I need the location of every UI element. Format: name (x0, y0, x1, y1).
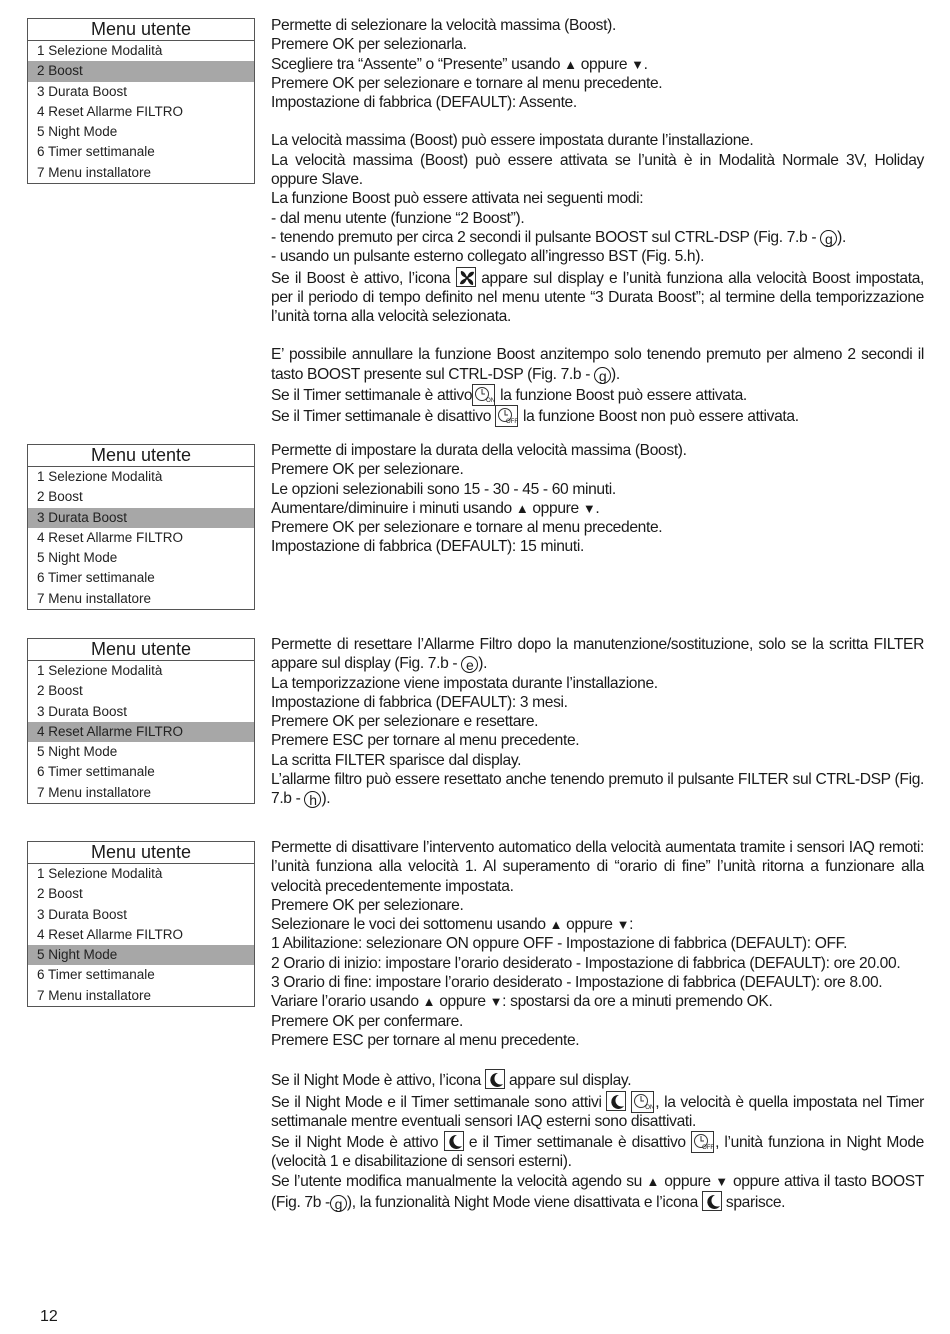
menu-item: 5 Night Mode (37, 550, 118, 566)
fan-boost-icon (456, 267, 476, 287)
text-line: Se il Night Mode è attivo e il Timer settimanale è disattivo OFF , l’unità funziona in Night Mode (velocità 1 e disabilitazione di sensori esterni). (271, 1131, 924, 1172)
durata-boost-description (271, 441, 924, 557)
menu-item: 5 Night Mode (37, 744, 118, 760)
menu-durata-boost (27, 444, 255, 610)
menu-item: 4 Reset Allarme FILTRO (37, 926, 184, 942)
menu-item: 6 Timer settimanale (37, 570, 155, 586)
menu-item: 4 Reset Allarme FILTRO (37, 103, 184, 119)
menu-item: 3 Durata Boost (37, 83, 128, 99)
text-line: La temporizzazione viene impostata durante l’installazione. (271, 674, 658, 692)
text-line: Permette di disattivare l’intervento automatico della velocità aumentata tramite i sensori IAQ remoti: l’unità funziona alla velocità 1. Al superamento di “orario di fine” l’unità ritorna a funzionare alla velocità precedentemente impostata. (271, 839, 924, 895)
menu-item: 7 Menu installatore (37, 784, 152, 800)
timer-on-icon: ON (472, 384, 496, 404)
menu-item: 3 Durata Boost (37, 906, 128, 922)
text-line: Impostazione di fabbrica (DEFAULT): 3 mesi. (271, 693, 568, 711)
arrow-up-icon: ▲ (646, 1173, 660, 1189)
arrow-down-icon: ▼ (616, 917, 630, 933)
text-line: Premere OK per selezionarla. (271, 36, 467, 54)
arrow-down-icon: ▼ (631, 56, 644, 72)
menu-item: 1 Selezione Modalità (37, 866, 163, 881)
text-line: Impostazione di fabbrica (DEFAULT): 15 minuti. (271, 538, 584, 556)
ref-g-icon: g (820, 230, 837, 247)
menu-item: 2 Boost (37, 489, 83, 505)
menu-item: 7 Menu installatore (37, 164, 152, 180)
arrow-down-icon: ▼ (582, 500, 596, 516)
menu-item: 2 Boost (37, 886, 83, 902)
text-line: La velocità massima (Boost) può essere impostata durante l’installazione. (271, 132, 754, 150)
menu-item: 4 Reset Allarme FILTRO (37, 529, 184, 545)
menu-item: 2 Boost (37, 683, 83, 699)
text-line: Le opzioni selezionabili sono 15 - 30 - 45 - 60 minuti. (271, 480, 616, 498)
timer-off-icon: OFF (495, 405, 519, 425)
text-line: Se il Timer settimanale è disattivo OFF la funzione Boost non può essere attivata. (271, 405, 924, 426)
text-line: La velocità massima (Boost) può essere attivata se l’unità è in Modalità Normale 3V, Holiday oppure Slave. (271, 151, 924, 189)
moon-icon (606, 1091, 626, 1111)
text-line: Se il Boost è attivo, l’icona appare sul display e l’unità funziona alla velocità Boost impostata, per il periodo di tempo definito nel menu utente “3 Durata Boost”; al termine della temporizzazione l’unità torna alla velocità selezionata. (271, 267, 924, 327)
menu-title: Menu utente (28, 445, 254, 467)
ref-h-icon: h (304, 791, 321, 808)
arrow-down-icon: ▼ (715, 1173, 729, 1189)
menu-item-selected: 2 Boost (28, 61, 254, 81)
menu-night-mode (27, 841, 255, 1007)
text-line: Aumentare/diminuire i minuti usando ▲ oppure ▼. (271, 499, 600, 517)
ref-g-icon: g (330, 1195, 347, 1212)
text-line: Permette di impostare la durata della velocità massima (Boost). (271, 442, 687, 459)
text-line: Premere OK per selezionare e resettare. (271, 713, 539, 731)
text-line: La funzione Boost può essere attivata nei seguenti modi: (271, 190, 644, 208)
menu-item: 7 Menu installatore (37, 590, 152, 606)
menu-item: 6 Timer settimanale (37, 144, 155, 160)
arrow-up-icon: ▲ (564, 56, 577, 72)
menu-item: 1 Selezione Modalità (37, 663, 163, 678)
timer-on-icon: ON (631, 1091, 655, 1111)
text-line: E’ possibile annullare la funzione Boost anzitempo solo tenendo premuto per almeno 2 secondi il tasto BOOST presente sul CTRL-DSP (Fig. 7.b - g ). (271, 346, 924, 384)
menu-item: 6 Timer settimanale (37, 967, 155, 983)
text-line: Se l’utente modifica manualmente la velocità agendo su ▲ oppure ▼ oppure attiva il tasto BOOST (Fig. 7b - g ), la funzionalità Night Mode viene disattivata e l’icona sparisce. (271, 1172, 924, 1213)
text-line: 3 Orario di fine: impostare l’orario desiderato - Impostazione di fabbrica (DEFAULT): ore 8.00. (271, 974, 883, 992)
night-mode-description (271, 838, 924, 1212)
ref-e-icon: e (461, 656, 478, 673)
text-line: Variare l’orario usando ▲ oppure ▼: spostarsi da ore a minuti premendo OK. (271, 993, 773, 1011)
text-line: Se il Night Mode e il Timer settimanale sono attivi ON , la velocità è quella impostata nel Timer settimanale mentre eventuali sensori IAQ esterni sono disattivati. (271, 1091, 924, 1132)
menu-boost (27, 18, 255, 184)
moon-icon (485, 1069, 505, 1089)
text-line: Impostazione di fabbrica (DEFAULT): Assente. (271, 94, 577, 112)
text-line: Premere OK per selezionare. (271, 896, 464, 914)
arrow-up-icon: ▲ (422, 994, 436, 1010)
menu-item: 3 Durata Boost (37, 703, 128, 719)
text-line: 1 Abilitazione: selezionare ON oppure OFF - Impostazione di fabbrica (DEFAULT): OFF. (271, 935, 848, 953)
timer-off-icon: OFF (691, 1131, 715, 1151)
text-line: La scritta FILTER sparisce dal display. (271, 751, 522, 769)
text-line: 2 Orario di inizio: impostare l’orario desiderato - Impostazione di fabbrica (DEFAULT): ore 20.00. (271, 954, 901, 972)
text-line: Permette di resettare l’Allarme Filtro dopo la manutenzione/sostituzione, solo se la scritta FILTER appare sul display (Fig. 7.b - e ). (271, 636, 924, 674)
boost-description (271, 16, 924, 427)
text-line: - usando un pulsante esterno collegato all’ingresso BST (Fig. 5.h). (271, 248, 705, 266)
text-line: Premere OK per selezionare. (271, 461, 464, 479)
text-line: Scegliere tra “Assente” o “Presente” usando ▲ oppure ▼. (271, 55, 648, 73)
ref-g-icon: g (594, 367, 611, 384)
arrow-down-icon: ▼ (489, 994, 503, 1010)
menu-item: 7 Menu installatore (37, 987, 152, 1003)
arrow-up-icon: ▲ (549, 917, 563, 933)
menu-reset-filtro (27, 638, 255, 804)
text-line: Premere ESC per tornare al menu precedente. (271, 732, 580, 750)
page-number: 12 (40, 1308, 58, 1325)
text-line: Premere OK per selezionare e tornare al menu precedente. (271, 519, 663, 537)
text-line: Premere OK per selezionare e tornare al menu precedente. (271, 74, 663, 92)
menu-item-selected: 3 Durata Boost (28, 508, 254, 528)
text-line: Premere ESC per tornare al menu precedente. (271, 1031, 580, 1049)
menu-item: 6 Timer settimanale (37, 764, 155, 780)
text-line: Premere OK per confermare. (271, 1012, 463, 1030)
menu-title: Menu utente (28, 842, 254, 864)
text-line: L’allarme filtro può essere resettato anche tenendo premuto il pulsante FILTER sul CTRL-DSP (Fig. 7.b - h ). (271, 771, 924, 809)
menu-item: 5 Night Mode (37, 124, 118, 140)
text-line: - tenendo premuto per circa 2 secondi il pulsante BOOST sul CTRL-DSP (Fig. 7.b - g ). (271, 228, 846, 247)
menu-item-selected: 4 Reset Allarme FILTRO (28, 722, 254, 742)
arrow-up-icon: ▲ (515, 500, 529, 516)
reset-filtro-description (271, 635, 924, 809)
text-line: Permette di selezionare la velocità massima (Boost). (271, 17, 616, 34)
text-line: - dal menu utente (funzione “2 Boost”). (271, 209, 525, 227)
menu-title: Menu utente (28, 639, 254, 661)
menu-item: 1 Selezione Modalità (37, 43, 163, 58)
moon-icon (702, 1191, 722, 1211)
text-line: Se il Night Mode è attivo, l’icona appare sul display. (271, 1069, 924, 1090)
menu-item-selected: 5 Night Mode (28, 945, 254, 965)
moon-icon (444, 1131, 464, 1151)
text-line: Selezionare le voci dei sottomenu usando ▲ oppure ▼: (271, 916, 634, 934)
text-line: Se il Timer settimanale è attivo ON la funzione Boost può essere attivata. (271, 384, 924, 405)
menu-title: Menu utente (28, 19, 254, 41)
menu-item: 1 Selezione Modalità (37, 469, 163, 484)
